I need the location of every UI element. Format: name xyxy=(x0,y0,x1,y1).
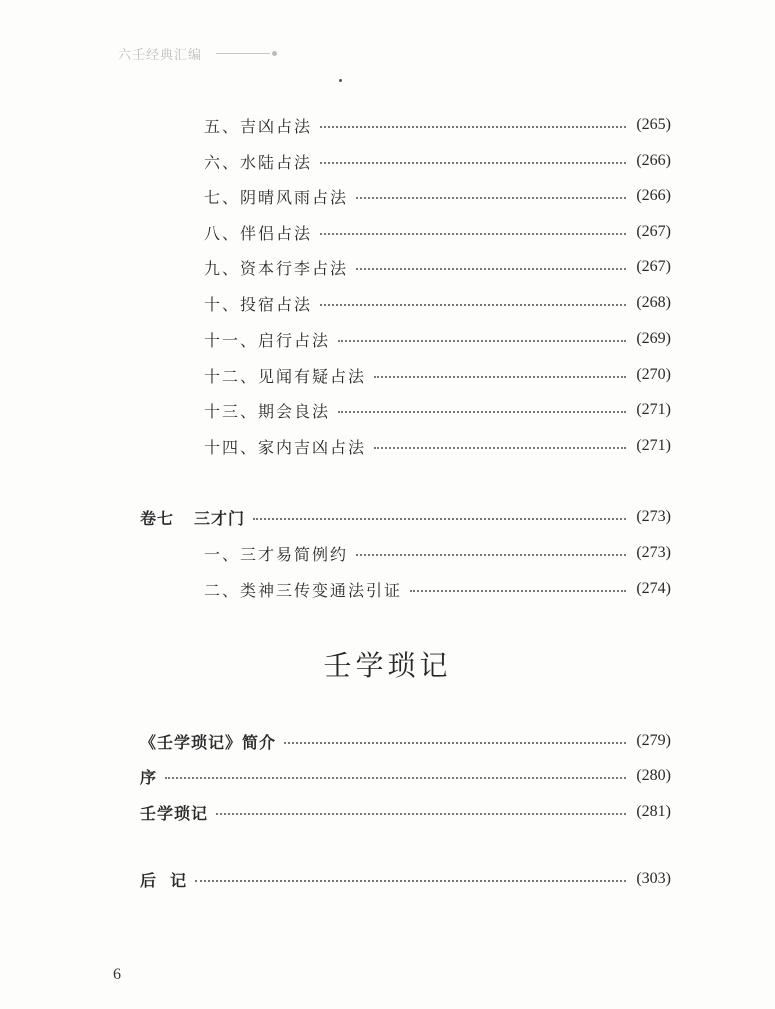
toc-entry-page: (271) xyxy=(636,401,671,418)
running-title: 六壬经典汇编 xyxy=(118,48,203,63)
toc-entry[interactable] xyxy=(204,184,671,208)
toc-entry[interactable] xyxy=(204,577,671,601)
dot-leader xyxy=(165,777,626,779)
toc-entry-page: (270) xyxy=(636,366,671,383)
toc-entry-page: (267) xyxy=(636,223,671,240)
toc-entry-label: 序 xyxy=(140,767,158,787)
dot-leader xyxy=(374,376,626,378)
toc-entry-page: (279) xyxy=(636,732,671,749)
toc-entry-label: 十一、启行占法 xyxy=(204,330,331,350)
chapter-volume: 卷七 xyxy=(140,508,175,528)
dot-leader xyxy=(320,126,626,128)
toc-entry[interactable] xyxy=(204,255,671,279)
afterword-label: 后 记 xyxy=(140,870,188,890)
section-heading: 壬学琐记 xyxy=(323,649,452,682)
dot-leader xyxy=(195,880,626,882)
toc-entry-label: 十、投宿占法 xyxy=(204,294,313,314)
toc-entry-label: 一、三才易简例约 xyxy=(204,544,349,564)
toc-entry-page: (265) xyxy=(636,116,671,133)
toc-entry-label: 《壬学琐记》简介 xyxy=(140,732,277,752)
dot-leader xyxy=(374,447,626,449)
toc-entry[interactable] xyxy=(204,291,671,315)
dot-leader xyxy=(356,554,626,556)
toc-entry[interactable] xyxy=(204,541,671,565)
dot-leader xyxy=(356,268,626,270)
toc-entry-page: (269) xyxy=(636,330,671,347)
chapter-page: (273) xyxy=(636,508,671,525)
toc-entry[interactable] xyxy=(204,327,671,351)
chapter-label xyxy=(140,506,245,529)
toc-entry-label: 九、资本行李占法 xyxy=(204,258,349,278)
toc-entry[interactable] xyxy=(204,113,671,137)
toc-entry[interactable] xyxy=(204,220,671,244)
toc-chapter-7[interactable] xyxy=(140,505,671,529)
dot-leader xyxy=(338,340,626,342)
toc-section-entry[interactable] xyxy=(140,729,671,753)
toc-entry-label: 十二、见闻有疑占法 xyxy=(204,366,367,386)
toc-entry-page: (266) xyxy=(636,152,671,169)
toc-entry[interactable] xyxy=(204,149,671,173)
chapter-title: 三才门 xyxy=(194,508,246,528)
toc-entry-page: (273) xyxy=(636,544,671,561)
toc-entry[interactable] xyxy=(204,363,671,387)
toc-section-entry[interactable] xyxy=(140,800,671,824)
afterword-page: (303) xyxy=(636,870,671,887)
toc-entry-label: 八、伴侣占法 xyxy=(204,223,313,243)
dot-leader xyxy=(284,742,626,744)
toc-entry-label: 六、水陆占法 xyxy=(204,152,313,172)
print-speck xyxy=(339,79,342,82)
dot-leader xyxy=(253,518,626,520)
running-header xyxy=(118,44,277,63)
toc-entry-page: (268) xyxy=(636,294,671,311)
toc-entry-label: 五、吉凶占法 xyxy=(204,116,313,136)
header-ornament xyxy=(272,51,277,56)
toc-entry[interactable] xyxy=(204,398,671,422)
toc-entry-page: (280) xyxy=(636,767,671,784)
toc-entry-page: (281) xyxy=(636,803,671,820)
toc-entry-page: (271) xyxy=(636,437,671,454)
toc-section-entry[interactable] xyxy=(140,764,671,788)
toc-entry-page: (266) xyxy=(636,187,671,204)
dot-leader xyxy=(320,304,626,306)
page-number: 6 xyxy=(113,966,121,983)
dot-leader xyxy=(338,411,626,413)
dot-leader xyxy=(320,233,626,235)
toc-entry-page: (274) xyxy=(636,580,671,597)
toc-entry-page: (267) xyxy=(636,258,671,275)
header-rule xyxy=(216,53,270,54)
dot-leader xyxy=(216,813,626,815)
dot-leader xyxy=(356,197,626,199)
toc-entry-label: 二、类神三传变通法引证 xyxy=(204,580,403,600)
toc-entry-label: 十三、期会良法 xyxy=(204,401,331,421)
dot-leader xyxy=(410,590,626,592)
toc-afterword[interactable] xyxy=(140,867,671,891)
toc-entry[interactable] xyxy=(204,434,671,458)
toc-entry-label: 壬学琐记 xyxy=(140,803,209,823)
toc-entry-label: 七、阴晴风雨占法 xyxy=(204,187,349,207)
dot-leader xyxy=(320,162,626,164)
toc-entry-label: 十四、家内吉凶占法 xyxy=(204,437,367,457)
